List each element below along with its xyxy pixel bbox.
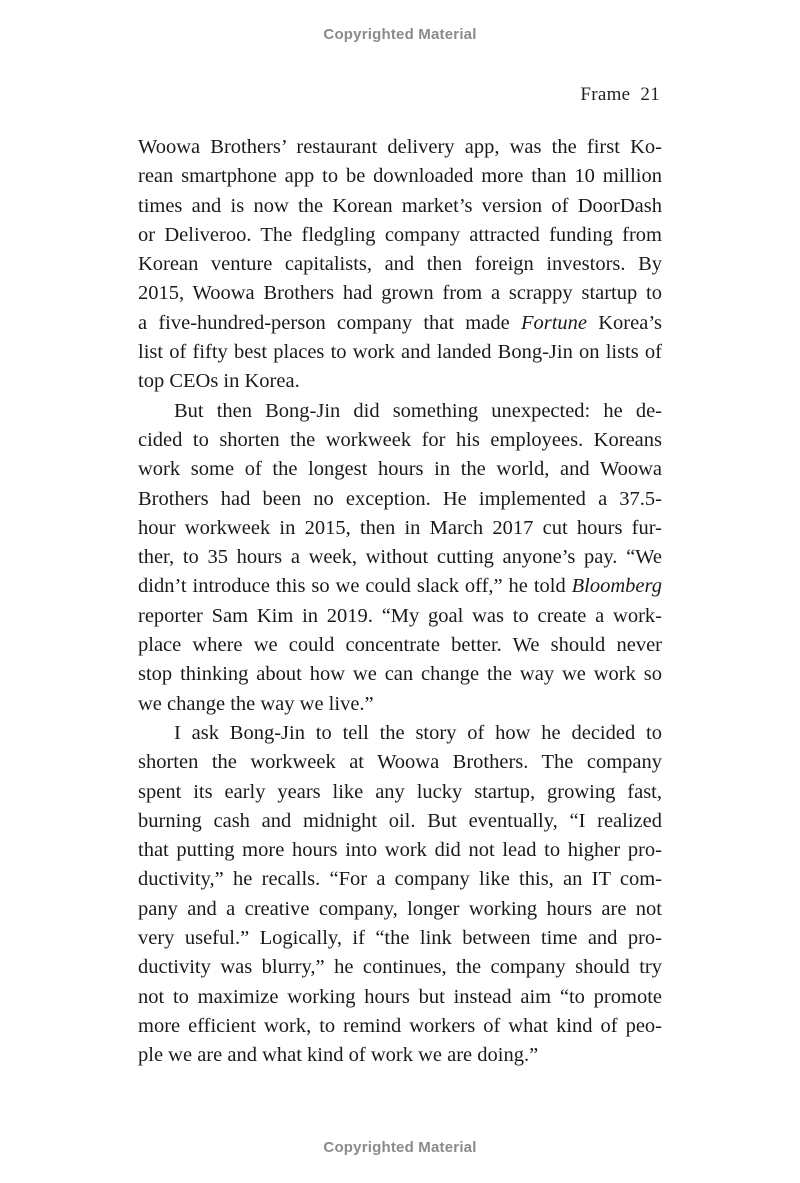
text-line: hour workweek in 2015, then in March 2017 cut hours fur- bbox=[138, 516, 662, 539]
italic-title-fortune: Fortune bbox=[520, 311, 587, 334]
text-line: place where we could concentrate better. We should never bbox=[138, 634, 662, 657]
text-line: times and is now the Korean market’s version of DoorDash bbox=[138, 194, 662, 217]
text-line: Korean venture capitalists, and then foreign investors. By bbox=[138, 253, 662, 276]
text-line: or Deliveroo. The fledgling company attracted funding from bbox=[138, 223, 662, 246]
text-line: ductivity was blurry,” he continues, the company should try bbox=[138, 956, 662, 979]
text-segment: didn’t introduce this so we could slack off,” he told bbox=[138, 575, 572, 598]
running-head bbox=[580, 84, 660, 106]
text-line: reporter Sam Kim in 2019. “My goal was to create a work- bbox=[138, 604, 662, 627]
text-line: not to maximize working hours but instead aim “to promote bbox=[138, 985, 662, 1008]
text-line: Brothers had been no exception. He implemented a 37.5- bbox=[138, 487, 662, 510]
text-line: very useful.” Logically, if “the link between time and pro- bbox=[138, 927, 662, 950]
italic-title-bloomberg: Bloomberg bbox=[571, 575, 662, 598]
text-segment: Korea’s bbox=[587, 311, 662, 334]
copyright-watermark-bottom: Copyrighted Material bbox=[323, 1139, 477, 1156]
text-line: But then Bong-Jin did something unexpected: he de- bbox=[174, 399, 662, 422]
text-line: shorten the workweek at Woowa Brothers. The company bbox=[138, 751, 662, 774]
text-segment: a five-hundred-person company that made bbox=[138, 311, 521, 334]
text-line: 2015, Woowa Brothers had grown from a scrappy startup to bbox=[138, 282, 662, 305]
text-line: cided to shorten the workweek for his employees. Koreans bbox=[138, 428, 662, 451]
text-line: ple we are and what kind of work we are doing.” bbox=[138, 1044, 539, 1067]
text-line: rean smartphone app to be downloaded more than 10 million bbox=[138, 165, 662, 188]
text-line: Woowa Brothers’ restaurant delivery app, was the first Ko- bbox=[138, 136, 662, 158]
text-line: I ask Bong-Jin to tell the story of how he decided to bbox=[174, 721, 662, 744]
paragraph-2 bbox=[138, 397, 662, 719]
body-text bbox=[138, 133, 662, 1071]
text-line: that putting more hours into work did not lead to higher pro- bbox=[138, 839, 662, 862]
paragraph-3 bbox=[138, 719, 662, 1071]
text-line: top CEOs in Korea. bbox=[138, 370, 300, 393]
text-line: stop thinking about how we can change the way we work so bbox=[138, 663, 662, 686]
text-line: ductivity,” he recalls. “For a company like this, an IT com- bbox=[138, 868, 662, 891]
text-line: list of fifty best places to work and landed Bong-Jin on lists of bbox=[138, 341, 662, 364]
text-line: pany and a creative company, longer working hours are not bbox=[138, 897, 662, 920]
text-line: ther, to 35 hours a week, without cutting anyone’s pay. “We bbox=[138, 546, 662, 569]
text-line: spent its early years like any lucky startup, growing fast, bbox=[138, 780, 662, 803]
text-line bbox=[138, 572, 662, 601]
running-head-title: Frame bbox=[580, 84, 631, 105]
text-line bbox=[138, 309, 662, 338]
text-line: we change the way we live.” bbox=[138, 692, 374, 715]
text-line: work some of the longest hours in the world, and Woowa bbox=[138, 458, 662, 481]
copyright-watermark-top: Copyrighted Material bbox=[323, 26, 477, 43]
text-line: more efficient work, to remind workers of what kind of peo- bbox=[138, 1014, 662, 1037]
text-line: burning cash and midnight oil. But eventually, “I realized bbox=[138, 809, 662, 832]
page-number: 21 bbox=[640, 84, 660, 105]
paragraph-1 bbox=[138, 133, 662, 397]
